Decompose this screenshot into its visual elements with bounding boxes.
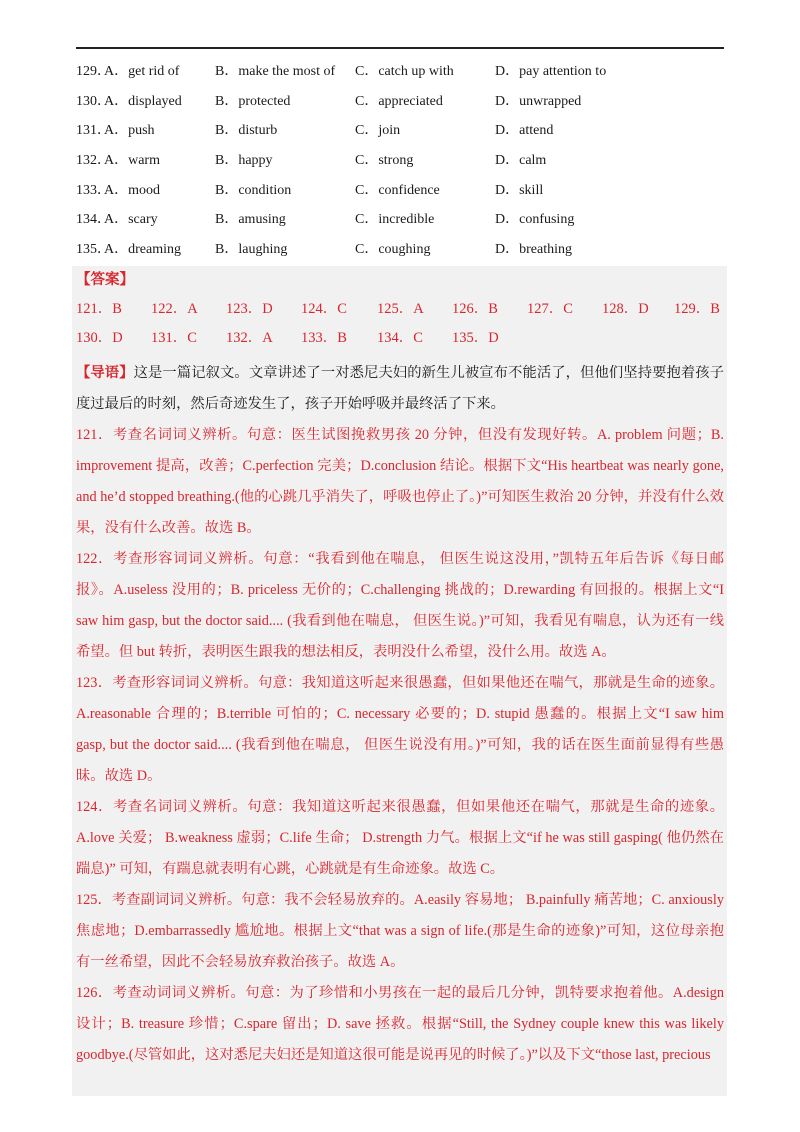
option-b: B．protected <box>215 93 291 109</box>
explanation-124: 124．考查名词词义辨析。句意：我知道这听起来很愚蠢，但如果他还在喘气，那就是生命的迹象。A.love 关爱； B.weakness 虚弱；C.life 生命； D.strength 力气。根据上文“if he was still gasping( 他仍然在踹息)” 可知，有踹息就表明有心跳，心跳就是有生命迹象。故选 C。 <box>76 799 724 877</box>
options-list <box>76 60 724 268</box>
option-d: D．unwrapped <box>495 93 582 109</box>
explanation-126: 126．考查动词词义辨析。句意：为了珍惜和小男孩在一起的最后几分钟，凯特要求抱着他。A.design 设计；B. treasure 珍惜；C.spare 留出；D. save 拯救。根据“Still, the Sydney couple knew this was likely goodbye.(尽管如此，这对悉尼夫妇还是知道这很可能是说再见的时候了。)”以及下文“those last, precious <box>76 985 724 1063</box>
option-d: D．breathing <box>495 242 572 258</box>
option-row <box>76 60 724 90</box>
option-d: D．confusing <box>495 212 575 228</box>
intro-text: 这是一篇记叙文。文章讲述了一对悉尼夫妇的新生儿被宣布不能活了，但他们坚持要抱着孩子度过最后的时刻，然后奇迹发生了，孩子开始呼吸并最终活了下来。 <box>76 365 724 412</box>
option-d: D．skill <box>495 182 544 198</box>
answer-item: 127．C <box>527 301 573 317</box>
explanation-123: 123．考查形容词词义辨析。句意：我知道这听起来很愚蠢，但如果他还在喘气，那就是生命的迹象。A.reasonable 合理的；B.terrible 可怕的；C. necessary 必要的；D. stupid 愚蠢的。根据上文“I saw him gasp, but the doctor said.... (我看到他在喘息， 但医生说没有用。)”可知，我的话在医生面前显得有些愚昧。故选 D。 <box>76 675 724 784</box>
option-a: A．get rid of <box>104 64 180 79</box>
question-number: 134． <box>76 212 111 228</box>
explanation-121: 121．考查名词词义辨析。句意：医生试图挽救男孩 20 分钟，但没有发现好转。A. problem 问题；B. improvement 提高，改善；C.perfection 完美；D.conclusion 结论。根据下文“His heartbeat was nearly gone, and he’d stopped breathing.(他的心跳几乎消失了，呼吸也停止了。)”可知医生救治 20 分钟，并没有什么效果，没有什么改善。故选 B。 <box>76 427 724 536</box>
option-c: C．coughing <box>355 242 431 258</box>
option-b: B．amusing <box>215 212 286 228</box>
question-number: 133． <box>76 182 111 198</box>
answer-item: 131．C <box>151 330 197 346</box>
option-a: A．mood <box>104 182 160 198</box>
option-a: A．displayed <box>104 93 182 109</box>
answer-item: 134．C <box>377 330 423 346</box>
answer-item: 123．D <box>226 301 273 317</box>
option-b: B．make the most of <box>215 64 336 79</box>
option-row <box>76 208 724 238</box>
answer-item: 129．B <box>674 301 720 317</box>
option-b: B．happy <box>215 153 273 169</box>
option-c: C．incredible <box>355 212 435 228</box>
option-d: D．pay attention to <box>495 64 607 79</box>
answer-item: 122．A <box>151 301 198 317</box>
option-a: A．push <box>104 123 155 139</box>
answer-item: 133．B <box>301 330 347 346</box>
answer-row <box>76 326 724 355</box>
option-d: D．attend <box>495 123 554 139</box>
answer-item: 126．B <box>452 301 498 317</box>
answer-item: 135．D <box>452 330 499 346</box>
option-c: C．confidence <box>355 182 440 198</box>
answer-row <box>76 297 724 326</box>
answer-heading: 【答案】 <box>76 272 134 288</box>
top-rule <box>76 47 724 49</box>
explanation-block <box>76 358 724 1071</box>
option-row <box>76 149 724 179</box>
option-b: B．condition <box>215 182 292 198</box>
answer-item: 128．D <box>602 301 649 317</box>
explanation-125: 125．考查副词词义辨析。句意：我不会轻易放弃的。A.easily 容易地； B.painfully 痛苦地；C. anxiously 焦虑地；D.embarrassedly 尴尬地。根据上文“that was a sign of life.(那是生命的迹象)”可知，这位母亲抱有一丝希望，因此不会轻易放弃救治孩子。故选 A。 <box>76 892 724 970</box>
question-number: 135． <box>76 242 111 258</box>
answer-item: 132．A <box>226 330 273 346</box>
option-c: C．join <box>355 123 401 139</box>
answer-item: 121．B <box>76 301 122 317</box>
option-c: C．appreciated <box>355 93 443 109</box>
option-c: C．catch up with <box>355 64 454 79</box>
option-d: D．calm <box>495 153 547 169</box>
option-a: A．warm <box>104 153 160 169</box>
option-b: B．laughing <box>215 242 288 258</box>
answer-item: 125．A <box>377 301 424 317</box>
question-number: 129． <box>76 64 111 79</box>
answer-item: 130．D <box>76 330 123 346</box>
answer-key <box>76 297 724 355</box>
explanation-122: 122．考查形容词词义辨析。句意：“我看到他在喘息， 但医生说这没用，”凯特五年后告诉《每日邮报》。A.useless 没用的；B. priceless 无价的；C.challenging 挑战的；D.rewarding 有回报的。根据上文“I saw him gasp, but the doctor said.... (我看到他在喘息， 但医生说。)”可知，我看见有喘息，认为还有一线希望。但 but 转折，表明医生跟我的想法相反，表明没什么希望，没什么用。故选 A。 <box>76 551 724 660</box>
option-row <box>76 179 724 209</box>
option-c: C．strong <box>355 153 414 169</box>
option-a: A．scary <box>104 212 158 228</box>
question-number: 132． <box>76 153 111 169</box>
question-number: 130． <box>76 93 111 109</box>
option-a: A．dreaming <box>104 242 181 258</box>
question-number: 131． <box>76 123 111 139</box>
option-row <box>76 238 724 268</box>
option-row <box>76 90 724 120</box>
intro-label: 【导语】 <box>76 365 134 381</box>
option-b: B．disturb <box>215 123 278 139</box>
answer-item: 124．C <box>301 301 347 317</box>
intro-paragraph <box>76 358 724 420</box>
option-row <box>76 119 724 149</box>
